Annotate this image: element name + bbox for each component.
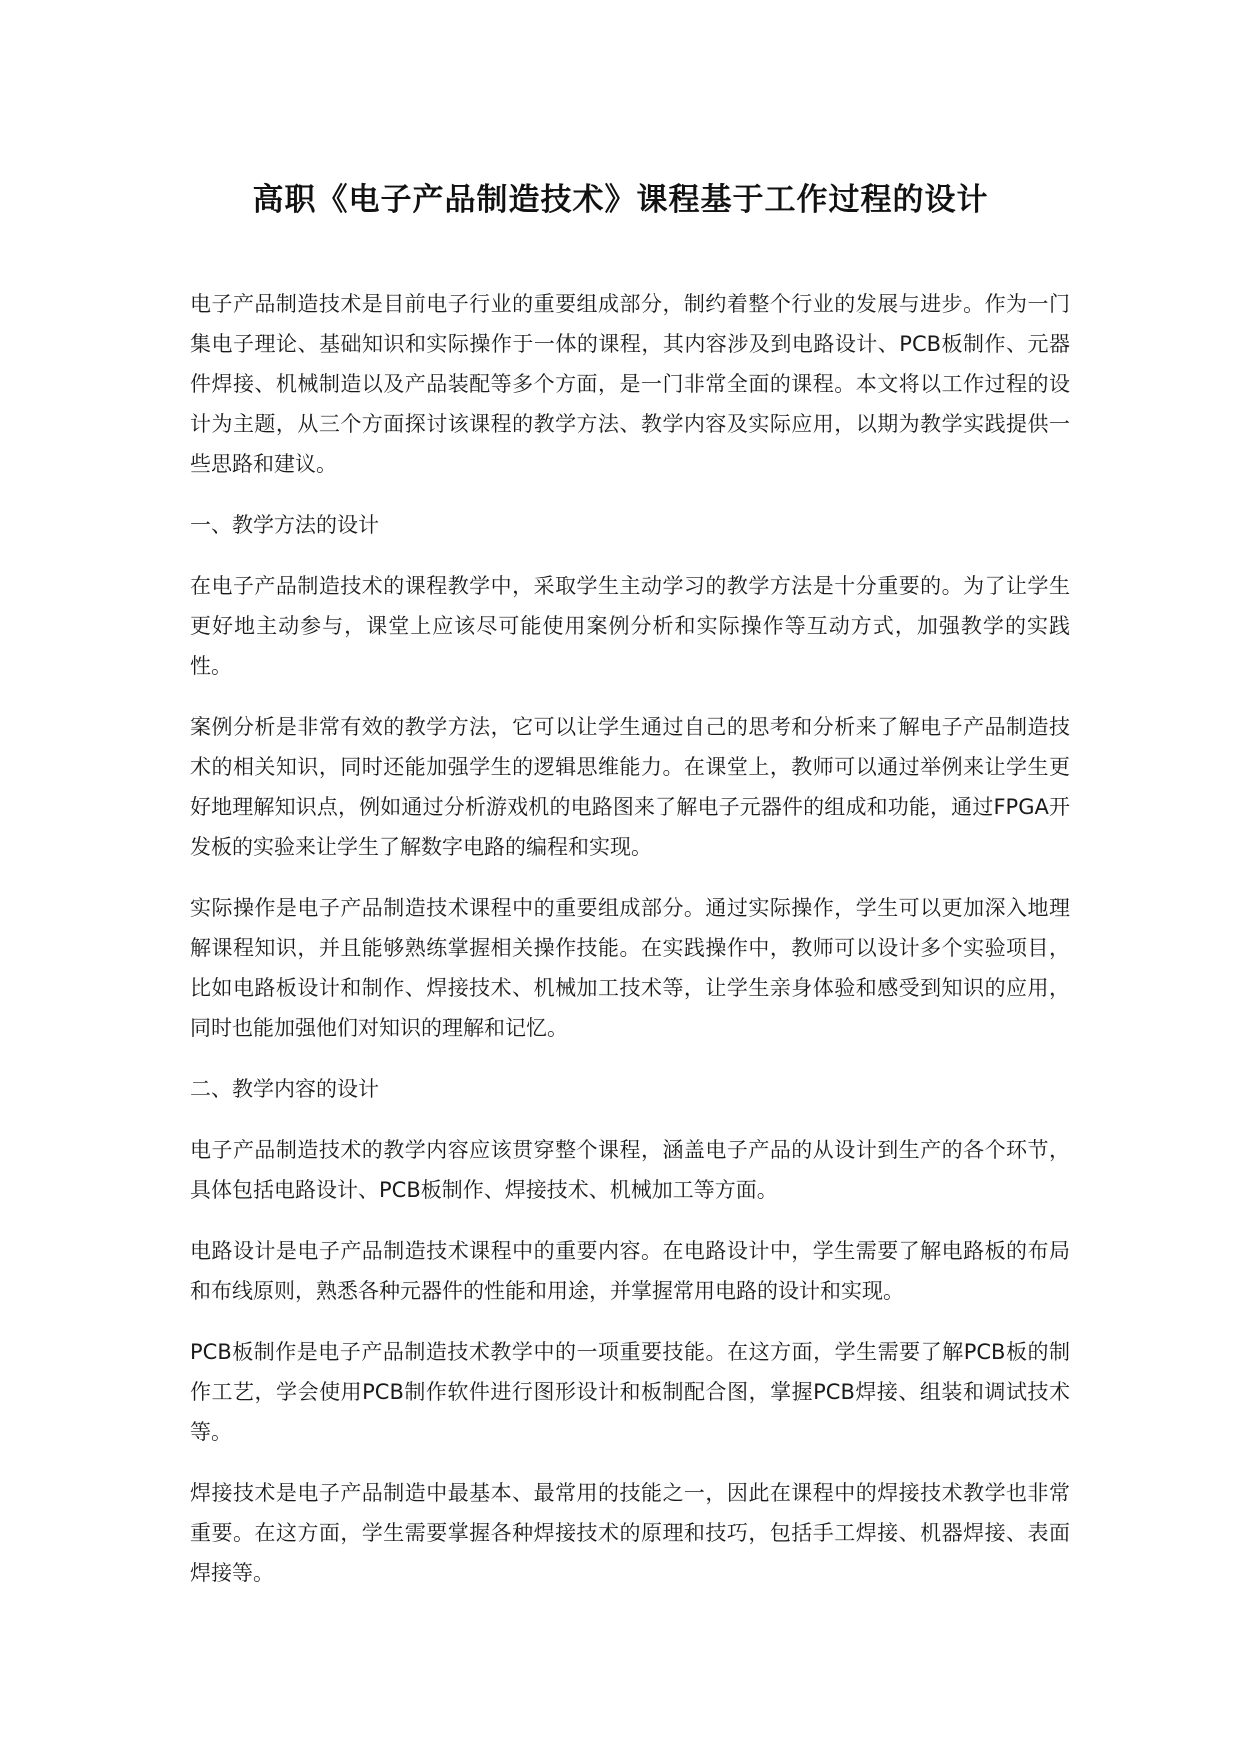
paragraph-soldering: 焊接技术是电子产品制造中最基本、最常用的技能之一，因此在课程中的焊接技术教学也非常重要。在这方面，学生需要掌握各种焊接技术的原理和技巧，包括手工焊接、机器焊接、表面焊接等。 <box>190 1481 1070 1585</box>
paragraph-circuit-design: 电路设计是电子产品制造技术课程中的重要内容。在电路设计中，学生需要了解电路板的布局和布线原则，熟悉各种元器件的性能和用途，并掌握常用电路的设计和实现。 <box>190 1239 1070 1303</box>
paragraph-active-learning: 在电子产品制造技术的课程教学中，采取学生主动学习的教学方法是十分重要的。为了让学生更好地主动参与，课堂上应该尽可能使用案例分析和实际操作等互动方式，加强教学的实践性。 <box>190 574 1070 678</box>
document-body <box>190 284 1070 1614</box>
paragraph-case-analysis: 案例分析是非常有效的教学方法，它可以让学生通过自己的思考和分析来了解电子产品制造技术的相关知识，同时还能加强学生的逻辑思维能力。在课堂上，教师可以通过举例来让学生更好地理解知识点，例如通过分析游戏机的电路图来了解电子元器件的组成和功能，通过FPGA开发板的实验来让学生了解数字电路的编程和实现。 <box>190 715 1070 859</box>
section-heading-teaching-methods: 一、教学方法的设计 <box>190 513 379 537</box>
paragraph-pcb-making: PCB板制作是电子产品制造技术教学中的一项重要技能。在这方面，学生需要了解PCB板的制作工艺，学会使用PCB制作软件进行图形设计和板制配合图，掌握PCB焊接、组装和调试技术等。 <box>190 1340 1070 1444</box>
paragraph-intro: 电子产品制造技术是目前电子行业的重要组成部分，制约着整个行业的发展与进步。作为一门集电子理论、基础知识和实际操作于一体的课程，其内容涉及到电路设计、PCB板制作、元器件焊接、机械制造以及产品装配等多个方面，是一门非常全面的课程。本文将以工作过程的设计为主题，从三个方面探讨该课程的教学方法、教学内容及实际应用，以期为教学实践提供一些思路和建议。 <box>190 292 1070 476</box>
paragraph-practical-operation: 实际操作是电子产品制造技术课程中的重要组成部分。通过实际操作，学生可以更加深入地理解课程知识，并且能够熟练掌握相关操作技能。在实践操作中，教师可以设计多个实验项目，比如电路板设计和制作、焊接技术、机械加工技术等，让学生亲身体验和感受到知识的应用，同时也能加强他们对知识的理解和记忆。 <box>190 896 1070 1040</box>
section-heading-teaching-content: 二、教学内容的设计 <box>190 1077 379 1101</box>
document-title: 高职《电子产品制造技术》课程基于工作过程的设计 <box>252 182 989 218</box>
paragraph-content-overview: 电子产品制造技术的教学内容应该贯穿整个课程，涵盖电子产品的从设计到生产的各个环节，具体包括电路设计、PCB板制作、焊接技术、机械加工等方面。 <box>190 1138 1070 1202</box>
